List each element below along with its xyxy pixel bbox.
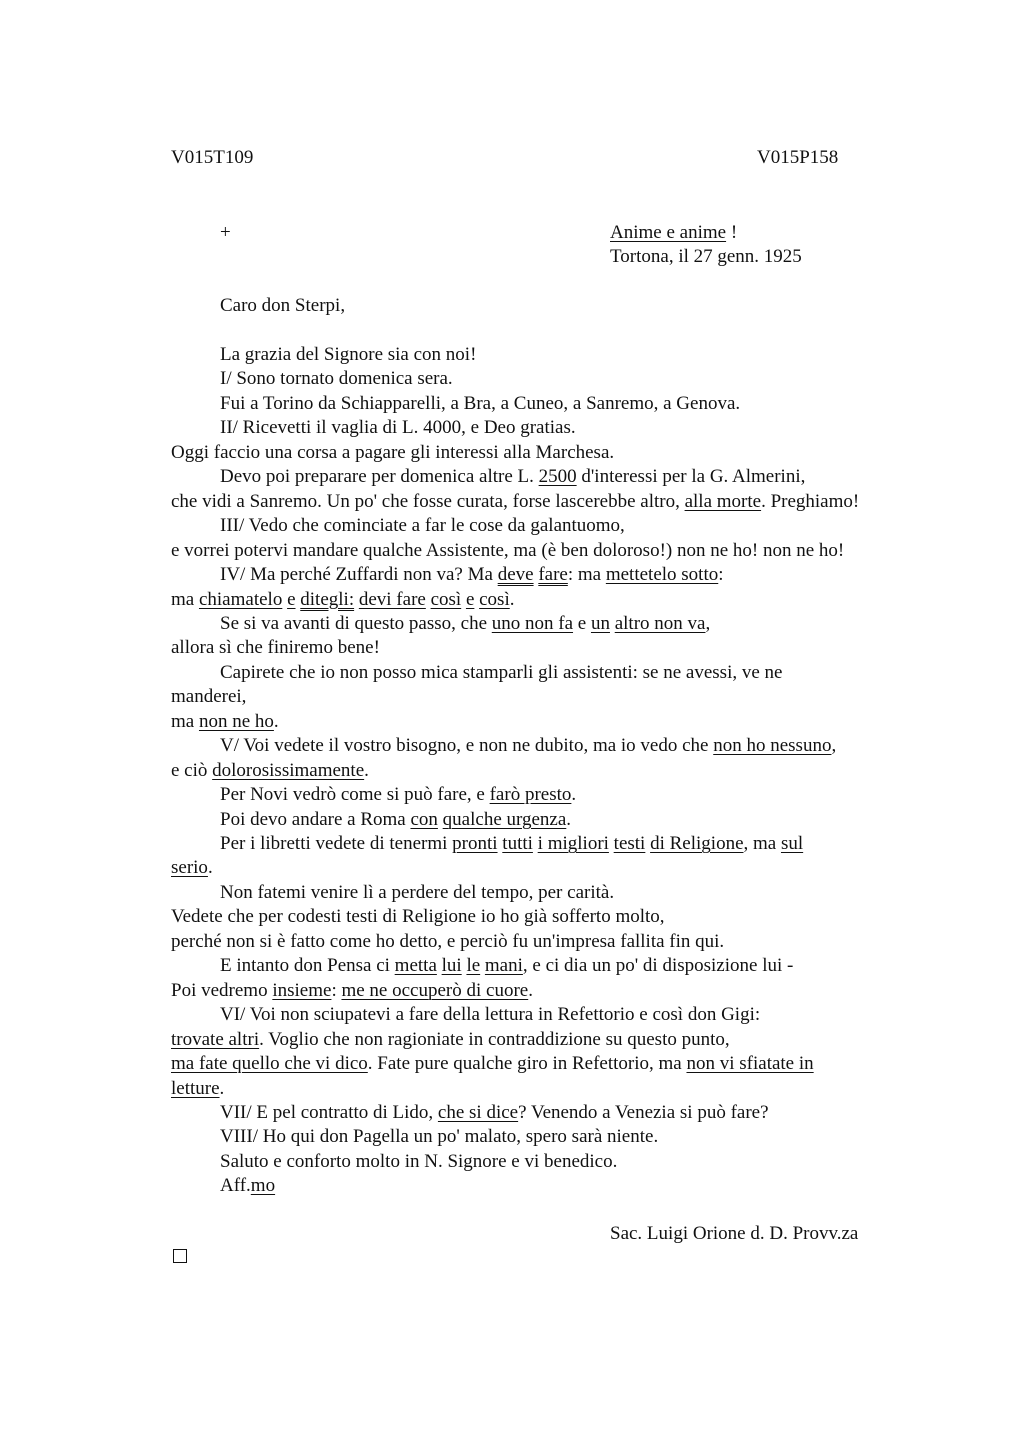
text-segment: Devo poi preparare per domenica altre L. (220, 466, 539, 488)
body-line (220, 367, 453, 392)
text-segment: Non fatemi venire lì a perdere del tempo, per carità. (220, 881, 615, 903)
underlined-text: ditegli: (300, 588, 355, 610)
body-line (171, 539, 844, 564)
body-line (220, 343, 476, 368)
text-segment: ma (171, 710, 199, 732)
underlined-text: sul (780, 833, 804, 854)
text-segment: ? Venendo a Venezia si può fare? (518, 1101, 769, 1123)
underlined-text: non ne ho (198, 710, 274, 732)
text-segment: Poi vedremo (171, 979, 273, 1001)
underlined-text: farò presto (489, 784, 572, 806)
body-line (171, 1077, 224, 1102)
text-segment: , (831, 735, 837, 757)
text-segment: Fui a Torino da Schiapparelli, a Bra, a Cuneo, a Sanremo, a Genova. (220, 392, 741, 414)
text-segment: . Fate pure qualche giro in Refettorio, ma (367, 1053, 687, 1075)
underlined-text: con (410, 808, 438, 830)
underlined-text: un (590, 612, 610, 634)
underlined-text: pronti (452, 833, 498, 854)
text-segment: Poi devo andare a Roma (220, 808, 411, 830)
body-line (171, 710, 279, 735)
text-segment: , (705, 612, 711, 634)
cross-symbol: + (220, 222, 231, 243)
underlined-text: tutti (502, 833, 533, 854)
motto-suffix: ! (726, 222, 738, 243)
body-line (220, 1101, 769, 1126)
text-segment: V/ Voi vedete il vostro bisogno, e non ne dubito, ma io vedo che (220, 735, 714, 757)
text-segment: . (219, 1077, 225, 1099)
underlined-text: insieme (272, 979, 332, 1001)
body-line (171, 905, 665, 930)
underlined-text: e (465, 588, 475, 610)
text-segment: VIII/ Ho qui don Pagella un po' malato, spero sarà niente. (220, 1126, 659, 1148)
underlined-text: qualche urgenza (442, 808, 567, 830)
underlined-text: le (466, 955, 481, 977)
underlined-text: devi fare (358, 588, 426, 610)
text-segment: VI/ Voi non sciupatevi a fare della lettura in Refettorio e così don Gigi: (220, 1004, 761, 1026)
text-segment: . Voglio che non ragioniate in contraddizione su questo punto, (259, 1028, 730, 1050)
text-segment: VII/ E pel contratto di Lido, (220, 1101, 438, 1123)
underlined-text: di Religione (650, 833, 744, 854)
doc-code-left: V015T109 (171, 147, 254, 168)
body-line (220, 1150, 617, 1175)
body-line (220, 392, 740, 417)
text-segment: perché non si è fatto come ho detto, e perciò fu un'impresa fallita fin qui. (171, 930, 725, 952)
body-line (171, 979, 533, 1004)
body-line (171, 759, 369, 784)
text-segment: Per Novi vedrò come si può fare, e (220, 784, 490, 806)
text-segment: La grazia del Signore sia con noi! (220, 344, 477, 365)
underlined-text: non ho nessuno (713, 735, 832, 757)
text-segment: Capirete che io non posso mica stamparli gli assistenti: se ne avessi, ve ne (220, 661, 783, 683)
text-segment: che vidi a Sanremo. Un po' che fosse curata, forse lascerebbe altro, (171, 490, 685, 512)
body-line (220, 416, 576, 441)
body-line (220, 734, 836, 759)
text-segment: Saluto e conforto molto in N. Signore e vi benedico. (220, 1150, 618, 1172)
text-segment: . (509, 588, 515, 610)
underlined-text: mettetelo sotto (605, 564, 719, 586)
body-line (171, 1028, 730, 1053)
body-line (171, 490, 859, 515)
text-segment: : ma (567, 564, 606, 586)
text-segment: . (571, 784, 577, 806)
text-segment: allora sì che finiremo bene! (171, 637, 380, 659)
body-line (171, 441, 614, 466)
body-line (171, 636, 380, 661)
underlined-text: alla morte (684, 490, 762, 512)
text-segment: ma (171, 588, 199, 610)
underlined-text: testi (613, 833, 646, 854)
text-segment: , ma (743, 833, 781, 854)
text-segment: Vedete che per codesti testi di Religione io ho già sofferto molto, (171, 906, 665, 928)
body-line (171, 588, 514, 613)
underlined-text: metta (394, 955, 437, 977)
place-date: Tortona, il 27 genn. 1925 (610, 246, 802, 267)
body-line (220, 661, 782, 686)
body-line (220, 832, 803, 857)
underlined-text: 2500 (538, 466, 577, 488)
underlined-text: uno non fa (491, 612, 574, 634)
text-segment: : (331, 979, 342, 1001)
underlined-text: chiamatelo (198, 588, 283, 610)
text-segment: Aff. (220, 1175, 251, 1197)
body-line (220, 1125, 658, 1150)
text-segment: . (566, 808, 572, 830)
end-square-icon (173, 1249, 187, 1263)
text-segment: Per i libretti vedete di tenermi (220, 833, 453, 854)
body-line (220, 514, 625, 539)
text-segment: . (528, 979, 533, 1001)
motto-underlined: Anime e anime (610, 222, 727, 243)
underlined-text: e (287, 588, 296, 610)
motto (610, 221, 737, 245)
body-line (220, 612, 710, 637)
underlined-text: deve (497, 564, 534, 586)
underlined-text: altro non va (614, 612, 706, 634)
underlined-text: non vi sfiatate in (686, 1053, 814, 1075)
body-line (220, 1174, 275, 1199)
body-line (220, 563, 724, 588)
text-segment: . (273, 710, 279, 732)
signature: Sac. Luigi Orione d. D. Provv.za (610, 1223, 859, 1244)
text-segment: manderei, (171, 686, 247, 708)
underlined-text: così (430, 588, 462, 610)
underlined-text: dolorosissimamente (212, 759, 365, 781)
underlined-text: serio (171, 857, 208, 879)
underlined-text: che si dice (437, 1101, 519, 1123)
text-segment: I/ Sono tornato domenica sera. (220, 368, 453, 390)
body-line (171, 930, 724, 955)
text-segment: Se si va avanti di questo passo, che (220, 612, 492, 634)
text-segment: e ciò (171, 759, 213, 781)
text-segment: II/ Ricevetti il vaglia di L. 4000, e Deo gratias. (220, 417, 576, 439)
salutation: Caro don Sterpi, (220, 295, 346, 316)
body-line (220, 881, 614, 906)
underlined-text: fare (538, 564, 568, 586)
text-segment: Oggi faccio una corsa a pagare gli interessi alla Marchesa. (171, 441, 615, 463)
underlined-text: i migliori (537, 833, 609, 854)
doc-code-right: V015P158 (757, 147, 839, 168)
text-segment: e (573, 612, 591, 634)
text-segment: e vorrei potervi mandare qualche Assistente, ma (è ben doloroso!) non ne ho! non ne ho! (171, 539, 845, 561)
body-line (220, 808, 571, 833)
text-segment: . (207, 857, 213, 879)
underlined-text: lui (441, 955, 462, 977)
text-segment: III/ Vedo che cominciate a far le cose da galantuomo, (220, 515, 625, 537)
text-segment: . Preghiamo! (761, 490, 860, 512)
underlined-text: me ne occuperò di cuore (341, 979, 529, 1001)
underlined-text: ma fate quello che vi dico (171, 1053, 368, 1075)
body-line (220, 954, 793, 979)
body-line (171, 856, 213, 881)
underlined-text: così (479, 588, 510, 610)
body-line (171, 685, 246, 710)
underlined-text: mani (484, 955, 523, 977)
body-line (171, 1052, 814, 1077)
text-segment: , e ci dia un po' di disposizione lui - (522, 955, 794, 977)
text-segment: : (718, 564, 724, 586)
text-segment: . (364, 759, 369, 781)
underlined-text: mo (250, 1175, 276, 1197)
body-line (220, 783, 576, 808)
text-segment: d'interessi per la G. Almerini, (576, 466, 806, 488)
body-line (220, 465, 805, 490)
underlined-text: trovate altri (171, 1028, 260, 1050)
text-segment: IV/ Ma perché Zuffardi non va? Ma (220, 564, 498, 586)
underlined-text: letture (171, 1077, 220, 1099)
body-line (220, 1003, 760, 1028)
text-segment: E intanto don Pensa ci (220, 955, 395, 977)
